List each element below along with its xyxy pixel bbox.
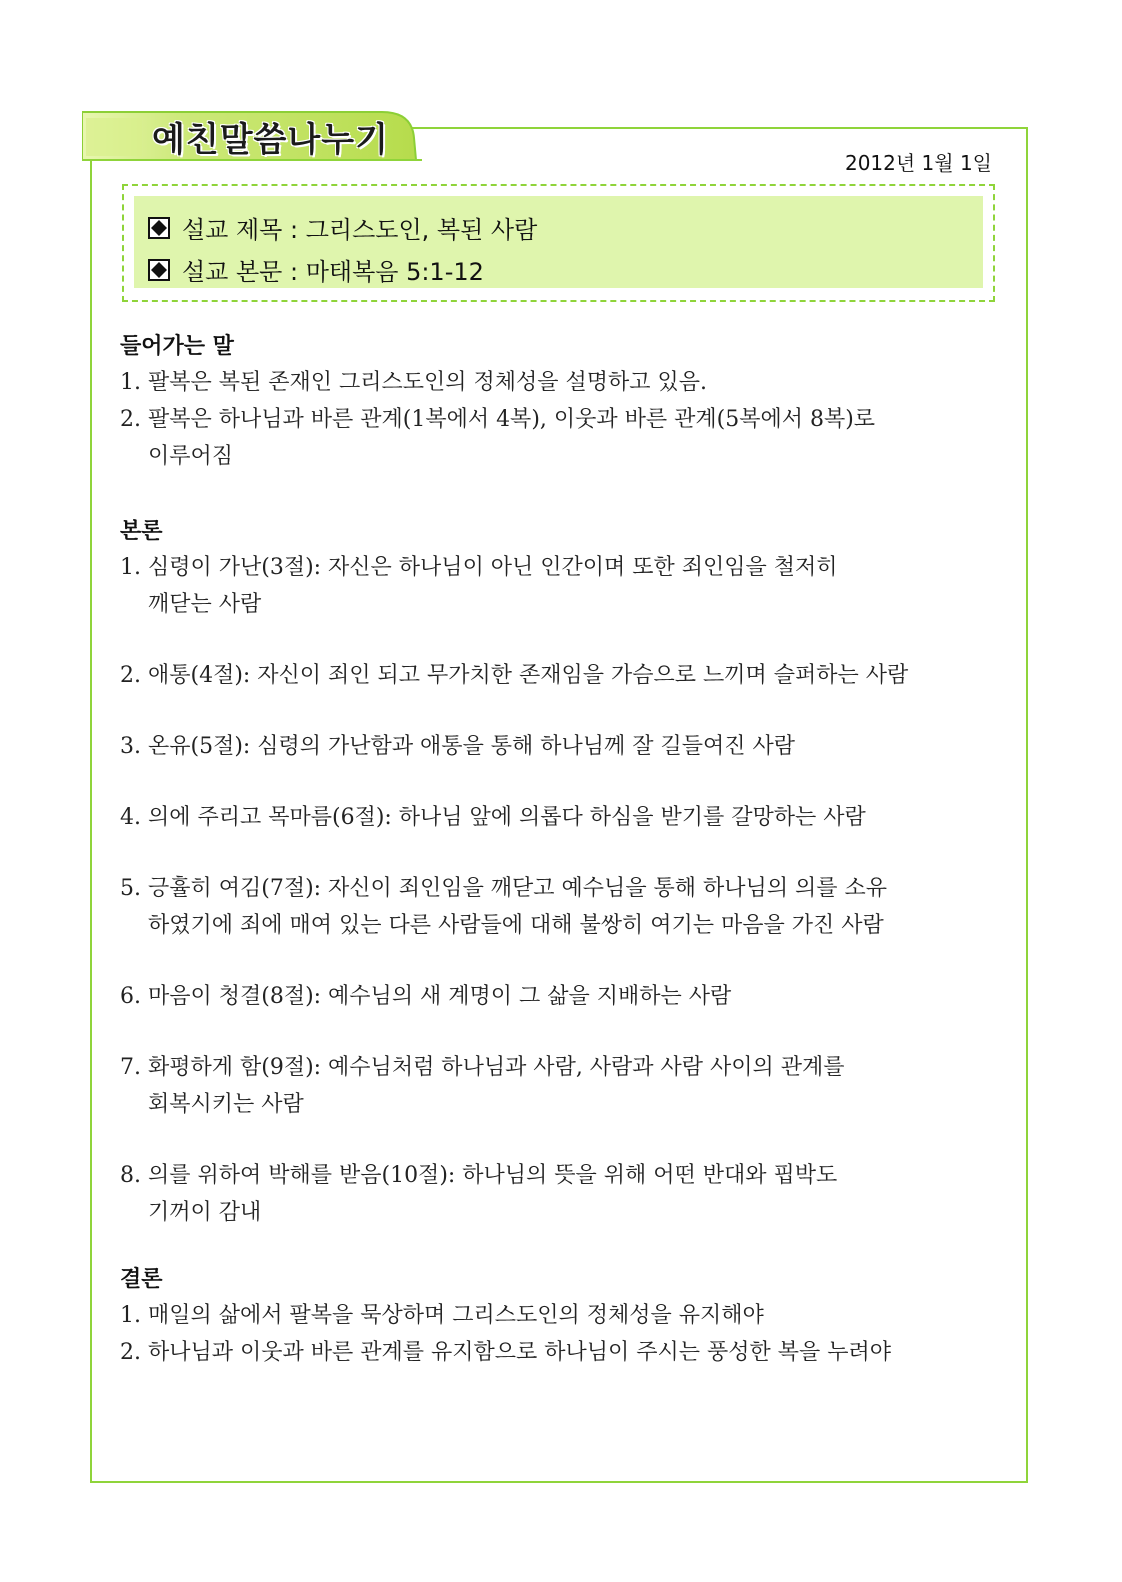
intro-item-line: 1. 팔복은 복된 존재인 그리스도인의 정체성을 설명하고 있음. xyxy=(120,370,707,395)
body-item-line: 7. 화평하게 함(9절): 예수님처럼 하나님과 사람, 사람과 사람 사이의 관계를 xyxy=(120,1055,845,1080)
intro-item-line: 2. 팔복은 하나님과 바른 관계(1복에서 4복), 이웃과 바른 관계(5복에서 8복)로 xyxy=(120,407,876,432)
intro-item-continuation: 이루어짐 xyxy=(148,444,234,469)
sermon-title: 설교 제목 : 그리스도인, 복된 사람 xyxy=(182,216,538,244)
diamond-bullet-icon xyxy=(148,217,170,239)
body-item-line: 2. 애통(4절): 자신이 죄인 되고 무가치한 존재임을 가슴으로 느끼며 슬퍼하는 사람 xyxy=(120,663,909,688)
body-item xyxy=(120,870,1000,944)
body-item xyxy=(120,1157,1000,1231)
sermon-info-box xyxy=(122,184,995,302)
body-item-continuation: 깨닫는 사람 xyxy=(148,592,262,617)
body-item-line: 6. 마음이 청결(8절): 예수님의 새 계명이 그 삶을 지배하는 사람 xyxy=(120,984,732,1009)
body-item xyxy=(120,978,1000,1015)
conclusion-item-line: 2. 하나님과 이웃과 바른 관계를 유지함으로 하나님이 주시는 풍성한 복을 누려야 xyxy=(120,1340,891,1365)
sermon-text: 설교 본문 : 마태복음 5:1-12 xyxy=(182,258,484,286)
sermon-date: 2012년 1월 1일 xyxy=(844,151,992,175)
sermon-info-fill xyxy=(134,196,983,288)
body-item xyxy=(120,799,1000,836)
body-item xyxy=(120,728,1000,765)
body-item-line: 3. 온유(5절): 심령의 가난함과 애통을 통해 하나님께 잘 길들여진 사람 xyxy=(120,734,796,759)
conclusion-heading: 결론 xyxy=(120,1267,163,1292)
intro-item xyxy=(120,364,1000,401)
body-item-continuation: 기꺼이 감내 xyxy=(148,1200,262,1225)
conclusion-item xyxy=(120,1297,1000,1334)
body-item xyxy=(120,657,1000,694)
intro-heading: 들어가는 말 xyxy=(120,334,234,359)
body-item-line: 8. 의를 위하여 박해를 받음(10절): 하나님의 뜻을 위해 어떤 반대와 핍박도 xyxy=(120,1163,838,1188)
body-item-line: 1. 심령이 가난(3절): 자신은 하나님이 아닌 인간이며 또한 죄인임을 철저히 xyxy=(120,555,838,580)
diamond-bullet-icon xyxy=(148,259,170,281)
intro-item xyxy=(120,401,1000,475)
body-item-continuation: 회복시키는 사람 xyxy=(148,1092,304,1117)
conclusion-item xyxy=(120,1334,1000,1371)
sermon-text-line xyxy=(148,252,484,287)
header-tab xyxy=(82,104,422,162)
sermon-content xyxy=(120,330,1000,1371)
body-item-continuation: 하였기에 죄에 매여 있는 다른 사람들에 대해 불쌍히 여기는 마음을 가진 사람 xyxy=(148,913,884,938)
body-item-line: 5. 긍휼히 여김(7절): 자신이 죄인임을 깨닫고 예수님을 통해 하나님의 의를 소유 xyxy=(120,876,888,901)
body-item xyxy=(120,549,1000,623)
sermon-title-line xyxy=(148,210,537,245)
body-item xyxy=(120,1049,1000,1123)
header-title: 예친말씀나누기 xyxy=(152,120,389,160)
body-heading: 본론 xyxy=(120,519,163,544)
conclusion-item-line: 1. 매일의 삶에서 팔복을 묵상하며 그리스도인의 정체성을 유지해야 xyxy=(120,1303,764,1328)
body-item-line: 4. 의에 주리고 목마름(6절): 하나님 앞에 의롭다 하심을 받기를 갈망하는 사람 xyxy=(120,805,866,830)
